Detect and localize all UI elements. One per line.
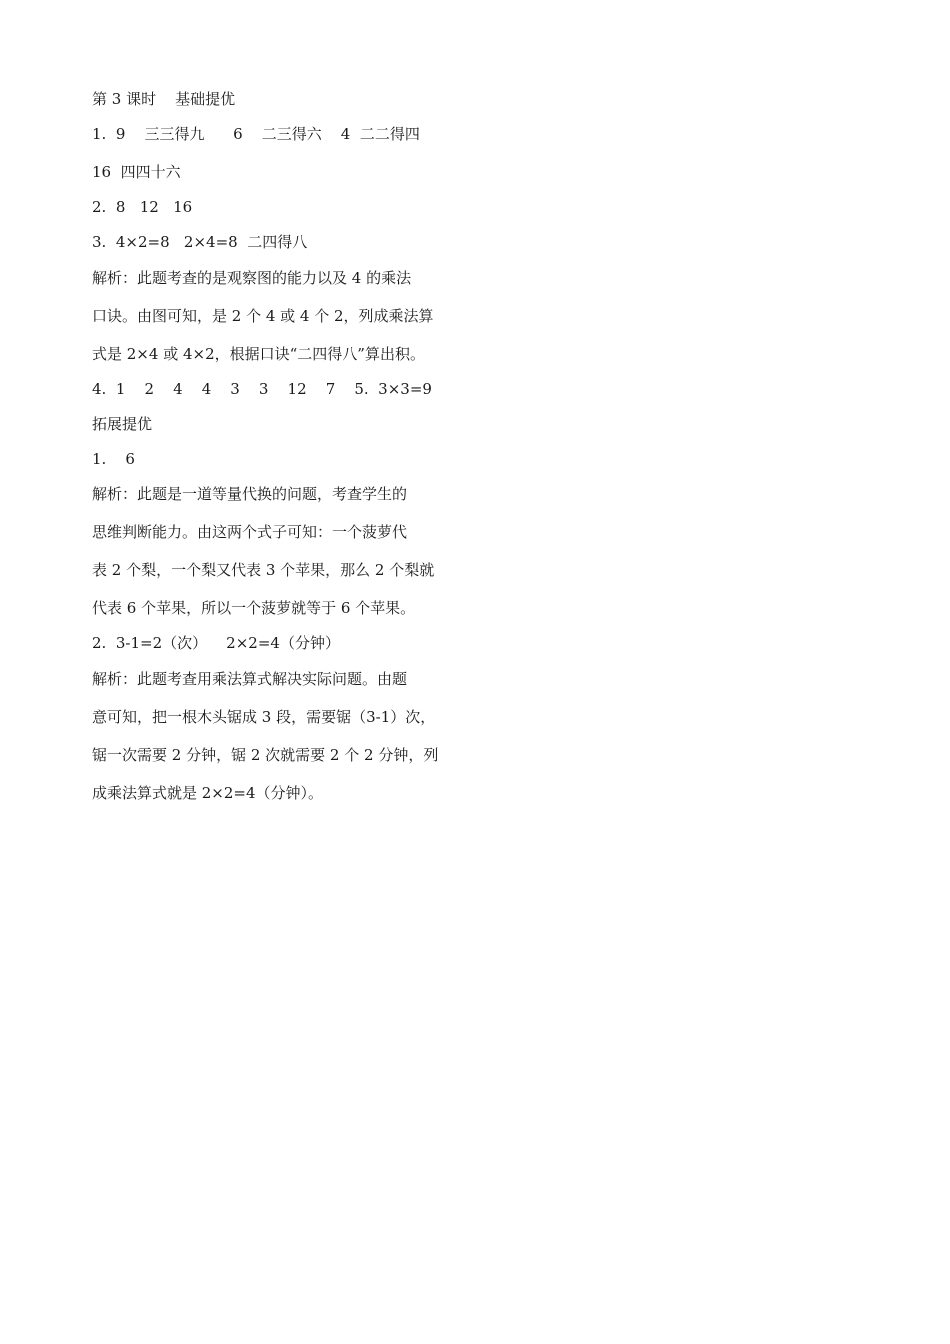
- answer-line-4-5: 4. 1 2 4 4 3 3 12 7 5. 3×3=9: [92, 380, 432, 398]
- analysis-ext2-line-3: 锯一次需要 2 分钟，锯 2 次就需要 2 个 2 分钟，列: [92, 746, 439, 764]
- extension-answer-1: 1. 6: [92, 450, 135, 468]
- answer-content: [92, 89, 512, 803]
- analysis-3-line-3: 式是 2×4 或 4×2，根据口诀“二四得八”算出积。: [92, 345, 425, 363]
- answer-line-3: 3. 4×2=8 2×4=8 二四得八: [92, 233, 308, 251]
- analysis-ext1-line-1: 解析：此题是一道等量代换的问题，考查学生的: [92, 485, 408, 503]
- answer-line-2: 2. 8 12 16: [92, 198, 193, 216]
- section-title-basic: 第 3 课时 基础提优: [92, 90, 236, 108]
- extension-answer-2: 2. 3-1=2（次） 2×2=4（分钟）: [92, 634, 340, 652]
- analysis-ext1-line-2: 思维判断能力。由这两个式子可知：一个菠萝代: [92, 523, 408, 541]
- analysis-ext2-line-2: 意可知，把一根木头锯成 3 段，需要锯（3-1）次，: [92, 708, 436, 726]
- analysis-3-line-1: 解析：此题考查的是观察图的能力以及 4 的乘法: [92, 269, 412, 287]
- answer-line-1: 1. 9 三三得九 6 二三得六 4 二二得四: [92, 125, 420, 143]
- analysis-3-line-2: 口诀。由图可知，是 2 个 4 或 4 个 2，列成乘法算: [92, 307, 434, 325]
- analysis-ext1-line-4: 代表 6 个苹果，所以一个菠萝就等于 6 个苹果。: [92, 599, 416, 617]
- analysis-ext2-line-1: 解析：此题考查用乘法算式解决实际问题。由题: [92, 670, 408, 688]
- answer-line-1-cont: 16 四四十六: [92, 163, 181, 181]
- section-title-extension: 拓展提优: [92, 415, 153, 433]
- analysis-ext1-line-3: 表 2 个梨，一个梨又代表 3 个苹果，那么 2 个梨就: [92, 561, 435, 579]
- analysis-ext2-line-4: 成乘法算式就是 2×2=4（分钟）。: [92, 784, 324, 802]
